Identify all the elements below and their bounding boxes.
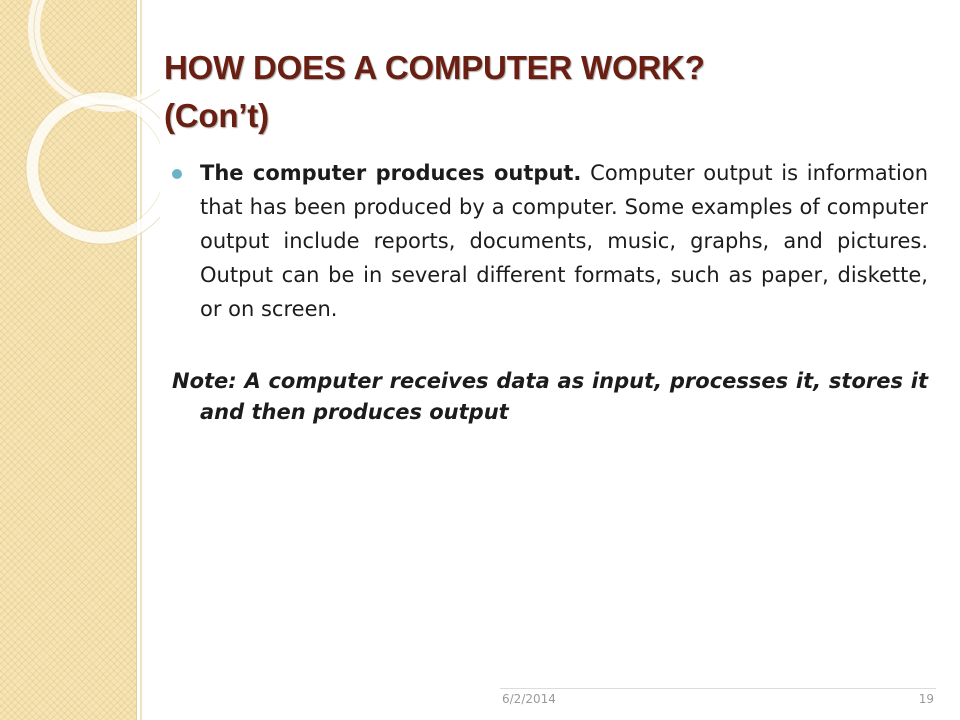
bullet-dot-icon [172,169,182,179]
note-text: Note: A computer receives data as input, processes it, stores it and then produces output [172,369,928,424]
slide-title [164,44,904,140]
bullet-body-text: Computer output is information that has been produced by a computer. Some examples of computer output include reports, documents, music, graphs, and pictures. Output can be in several different formats, such as paper, diskette, or on screen. [200,161,929,321]
slide-title-line-1: HOW DOES A COMPUTER WORK? [164,49,705,86]
slide-title-line-2: (Con’t) [164,97,269,134]
slide-body [172,156,928,428]
bullet-item [172,156,928,326]
footer-divider [500,688,936,689]
bullet-lead-text: The computer produces output. [200,161,582,185]
decorative-rings-graphic [0,0,160,320]
footer-page-number: 19 [918,692,934,706]
footer-date: 6/2/2014 [502,692,556,706]
